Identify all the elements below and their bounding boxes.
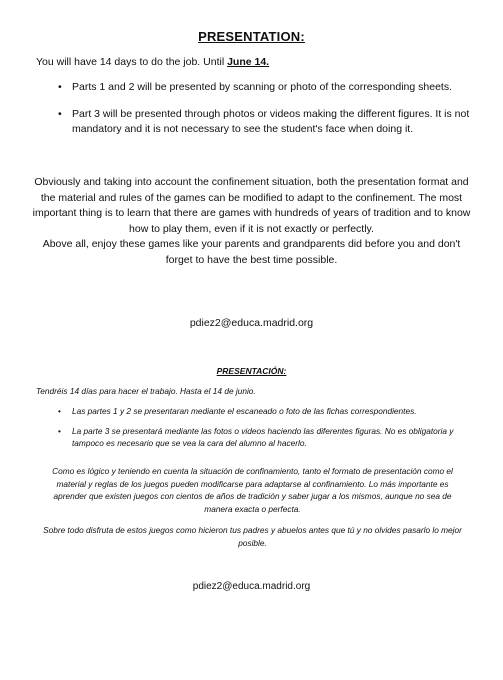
spanish-email: pdiez2@educa.madrid.org [192,581,311,592]
english-intro [36,56,476,68]
english-bullet-1-text: Parts 1 and 2 will be presented by scanning or photo of the corresponding sheets. [72,81,452,93]
bullet-icon: • [58,107,62,120]
spanish-closing: Sobre todo disfruta de estos juegos como hicieron tus padres y abuelos antes que tú y no olvides pasarlo lo mejor posible. [43,525,462,548]
english-bullet-2-text: Part 3 will be presented through photos or videos making the different figures. It is not mandatory and it is not necessary to see the student's face when doing it. [72,107,470,135]
list-item [36,107,476,138]
english-closing: Above all, enjoy these games like your parents and grandparents did before you and don't forget to have the best time possible. [42,238,461,266]
spanish-bullet-1-text: Las partes 1 y 2 se presentaran mediante el escaneado o foto de las fichas correspondientes. [72,406,417,416]
english-title: PRESENTATION: [198,29,305,44]
bullet-icon: • [58,406,61,416]
english-paragraph: Obviously and taking into account the confinement situation, both the presentation format and the material and rules of the games can be modified to adapt to the confinement. The most important thing is to learn that there are games with hundreds of years of tradition and to know how to play them, even if it is not exactly or perfectly. [32,176,471,235]
english-deadline: June 14. [227,56,270,68]
english-intro-text: You will have 14 days to do the job. Until [36,56,228,68]
bullet-icon: • [58,425,61,436]
spanish-title: PRESENTACIÓN: [216,366,287,376]
list-item [36,405,476,418]
bullet-icon: • [58,81,62,93]
list-item [36,425,476,450]
english-email: pdiez2@educa.madrid.org [189,317,314,329]
spanish-paragraph: Como es lógico y teniendo en cuenta la situación de confinamiento, tanto el formato de presentación como el material y reglas de los juegos pueden modificarse para adaptarse al confinamiento. Lo más importante es aprender que existen juegos con cientos de años de tradición y saber jugar a los mismos, aunque no sea de manera exacta o perfecta. [52,466,453,514]
spanish-intro: Tendréis 14 días para hacer el trabajo. Hasta el 14 de junio. [36,386,256,396]
english-paragraph-block [30,175,473,268]
english-bullet-list [36,80,476,149]
spanish-bullet-2-text: La parte 3 se presentará mediante las fotos o videos haciendo las diferentes figuras. No es obligatoria y tampoco es necesario que se vea la cara del alumno al hacerlo. [72,425,454,448]
list-item [36,80,476,96]
spanish-bullet-list [36,405,476,457]
